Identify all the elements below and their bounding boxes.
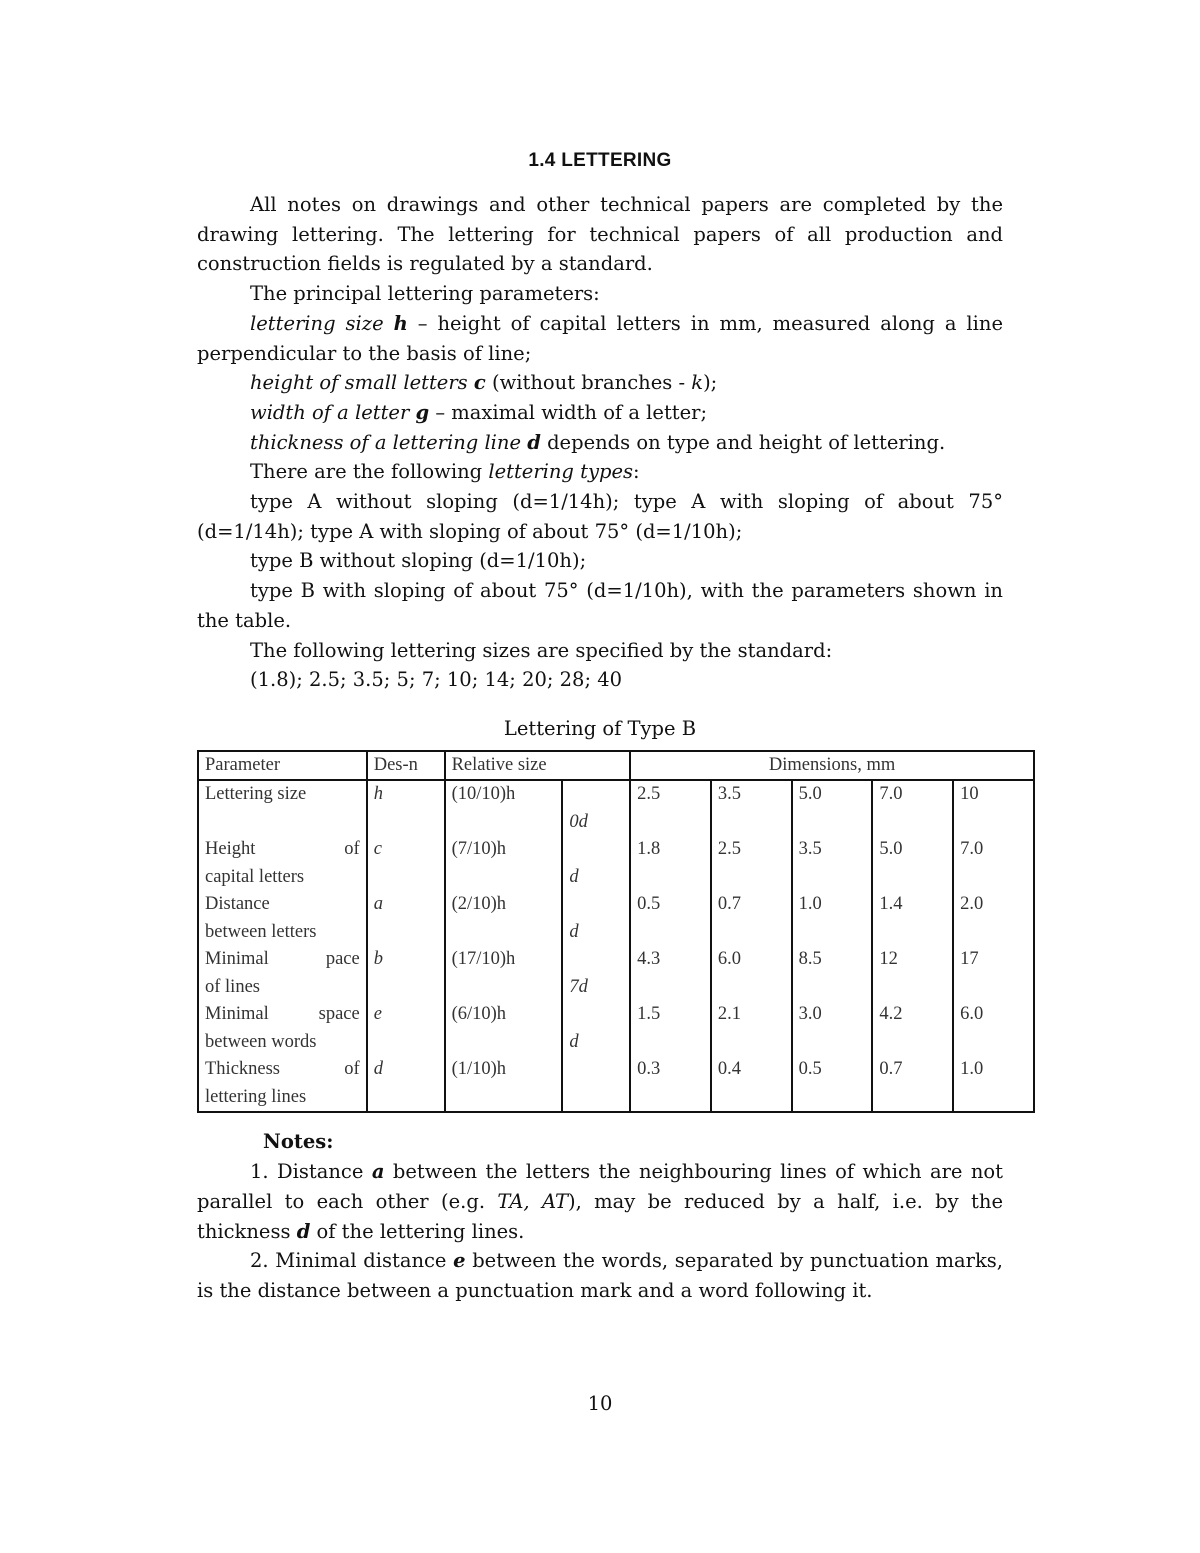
text: of the lettering lines. <box>310 1219 525 1243</box>
dimension-value: 3.5 <box>798 839 822 860</box>
dimension-value: 10 <box>960 784 979 805</box>
param-name-word: of <box>344 1059 360 1080</box>
param-name-word: Minimal <box>205 949 269 970</box>
dimension-value: 0.4 <box>717 1059 742 1080</box>
symbol: g <box>415 400 430 424</box>
document-page <box>197 150 1003 1306</box>
param-name <box>205 891 360 919</box>
intro-paragraph: All notes on drawings and other technical papers are completed by the drawing lettering. The lettering for technical papers of all production and construction fields is regulated by a standard. <box>197 193 1003 276</box>
text: ), may be reduced by a half, i.e. by the thickness <box>197 1189 1003 1243</box>
relative-size: (7/10)h <box>451 839 507 860</box>
header-dimensions: Dimensions, mm <box>630 751 1034 781</box>
param-column <box>198 780 367 1112</box>
relative-d: d <box>569 921 579 942</box>
param-name: Lettering size <box>205 784 307 805</box>
dimension-value: 6.0 <box>960 1004 984 1025</box>
relative-size: (2/10)h <box>451 894 507 915</box>
dimension-value: 1.4 <box>879 894 903 915</box>
designation-column <box>367 780 445 1112</box>
term: height of small letters <box>250 371 468 395</box>
term: width of a letter <box>250 400 410 424</box>
dimension-value: 1.8 <box>637 839 661 860</box>
relative-size: (10/10)h <box>451 784 516 805</box>
dimension-value: 1.5 <box>637 1004 661 1025</box>
text: – height of capital letters in mm, measured along a line perpendicular to the basis of line; <box>197 311 1003 365</box>
dimension-value: 4.2 <box>879 1004 903 1025</box>
text: between the letters the neighbouring lines of which are not parallel to each other (e.g. <box>197 1160 1003 1213</box>
text: depends on type and height of lettering. <box>540 430 946 454</box>
note-2 <box>197 1246 1003 1305</box>
symbol: h <box>393 311 408 335</box>
symbol: c <box>473 371 486 395</box>
dimension-value: 8.5 <box>798 949 822 970</box>
header-relative-size: Relative size <box>445 751 631 781</box>
dimension-value: 2.1 <box>717 1004 742 1025</box>
param-name-cont: lettering lines <box>205 1086 307 1107</box>
relative-d: 0d <box>569 811 588 832</box>
param-name-cont <box>205 809 360 837</box>
dimension-value: 5.0 <box>879 839 903 860</box>
type-b-without-sloping: type B without sloping (d=1/10h); <box>250 549 587 573</box>
type-a-paragraph: type A without sloping (d=1/14h); type A with sloping of about 75° (d=1/14h); type A with sloping of about 75° (d=1/10h); <box>197 490 1003 543</box>
note-1 <box>197 1157 1003 1246</box>
dimension-value: 3.5 <box>717 784 742 805</box>
sizes-intro: The following lettering sizes are specified by the standard: <box>250 638 833 662</box>
param-small-letters <box>197 368 1003 398</box>
example: TA, AT <box>497 1189 568 1213</box>
dimension-value: 5.0 <box>798 784 822 805</box>
param-name-word: Distance <box>205 894 270 915</box>
dimension-value: 0.5 <box>798 1059 822 1080</box>
param-name-word: space <box>318 1004 360 1025</box>
term: thickness of a lettering line <box>250 430 522 454</box>
relative-size: (6/10)h <box>451 1004 507 1025</box>
designation: c <box>373 839 382 860</box>
term: lettering size <box>250 311 384 335</box>
dimension-value: 6.0 <box>717 949 742 970</box>
dimension-value: 0.5 <box>637 894 661 915</box>
notes-title: Notes: <box>263 1130 334 1154</box>
param-name <box>205 1001 360 1029</box>
text: (without branches - <box>485 371 692 395</box>
dimension-value: 2.5 <box>717 839 742 860</box>
text: 1. Distance <box>250 1160 372 1184</box>
relative-size: (1/10)h <box>451 1059 507 1080</box>
dim-column-3 <box>792 780 873 1112</box>
dim-column-4 <box>872 780 953 1112</box>
dim-column-5 <box>953 780 1034 1112</box>
dimension-value: 2.0 <box>960 894 984 915</box>
dimension-value: 4.3 <box>637 949 661 970</box>
relative-size: (17/10)h <box>451 949 516 970</box>
section-title: 1.4 LETTERING <box>528 150 672 171</box>
table-body-row <box>198 780 1034 1112</box>
term: lettering types <box>488 460 633 484</box>
param-name-cont: capital letters <box>205 866 305 887</box>
dimension-value: 0.7 <box>717 894 742 915</box>
table-caption: Lettering of Type B <box>503 716 697 740</box>
dimension-value: 0.3 <box>637 1059 661 1080</box>
param-line-thickness <box>197 428 1003 458</box>
table-header-row <box>198 751 1034 781</box>
designation: a <box>373 894 383 915</box>
header-parameter: Parameter <box>198 751 367 781</box>
relative-size-column <box>445 780 563 1112</box>
type-b-with-sloping: type B with sloping of about 75° (d=1/10h), with the parameters shown in the table. <box>197 579 1003 632</box>
param-name-word: of <box>344 839 360 860</box>
designation: d <box>373 1059 383 1080</box>
principal-params-intro: The principal lettering parameters: <box>250 282 600 306</box>
dimension-value: 1.0 <box>960 1059 984 1080</box>
symbol: a <box>371 1160 385 1184</box>
param-name-word: Minimal <box>205 1004 269 1025</box>
text: There are the following <box>250 460 489 484</box>
param-letter-width <box>197 398 1003 428</box>
dim-column-2 <box>711 780 792 1112</box>
types-intro <box>197 457 1003 487</box>
header-designation: Des-n <box>367 751 445 781</box>
param-name <box>205 1056 360 1084</box>
symbol: e <box>453 1249 466 1273</box>
symbol: d <box>527 430 541 454</box>
dimension-value: 7.0 <box>879 784 903 805</box>
designation: b <box>373 949 383 970</box>
symbol: d <box>296 1219 311 1243</box>
dimension-value: 7.0 <box>960 839 984 860</box>
param-name-cont: between letters <box>205 921 317 942</box>
symbol: k <box>691 371 704 395</box>
param-name <box>205 946 360 974</box>
text: – maximal width of a letter; <box>429 400 708 424</box>
text: : <box>633 460 640 484</box>
param-name-word: Thickness <box>205 1059 281 1080</box>
designation: h <box>373 784 383 805</box>
param-name-word: Height <box>205 839 256 860</box>
param-name-word: pace <box>325 949 360 970</box>
relative-d: d <box>569 1031 579 1052</box>
lettering-table <box>197 750 1035 1114</box>
dimension-value: 17 <box>960 949 979 970</box>
relative-d: d <box>569 866 579 887</box>
param-lettering-size <box>197 309 1003 368</box>
text: 2. Minimal distance <box>250 1249 454 1273</box>
page-number: 10 <box>587 1392 613 1415</box>
designation: e <box>373 1004 382 1025</box>
dim-column-1 <box>630 780 711 1112</box>
text: between the words, separated by punctuation marks, is the distance between a punctuation mark and a word following it. <box>197 1249 1003 1302</box>
sizes-list: (1.8); 2.5; 3.5; 5; 7; 10; 14; 20; 28; 40 <box>250 668 623 692</box>
text: ); <box>703 371 718 395</box>
relative-size-d-column <box>562 780 630 1112</box>
dimension-value: 3.0 <box>798 1004 822 1025</box>
relative-d: 7d <box>569 976 588 997</box>
dimension-value: 2.5 <box>637 784 661 805</box>
param-name-cont: between words <box>205 1031 317 1052</box>
param-name <box>205 836 360 864</box>
dimension-value: 12 <box>879 949 898 970</box>
param-name-cont: of lines <box>205 976 260 997</box>
dimension-value: 1.0 <box>798 894 822 915</box>
dimension-value: 0.7 <box>879 1059 903 1080</box>
